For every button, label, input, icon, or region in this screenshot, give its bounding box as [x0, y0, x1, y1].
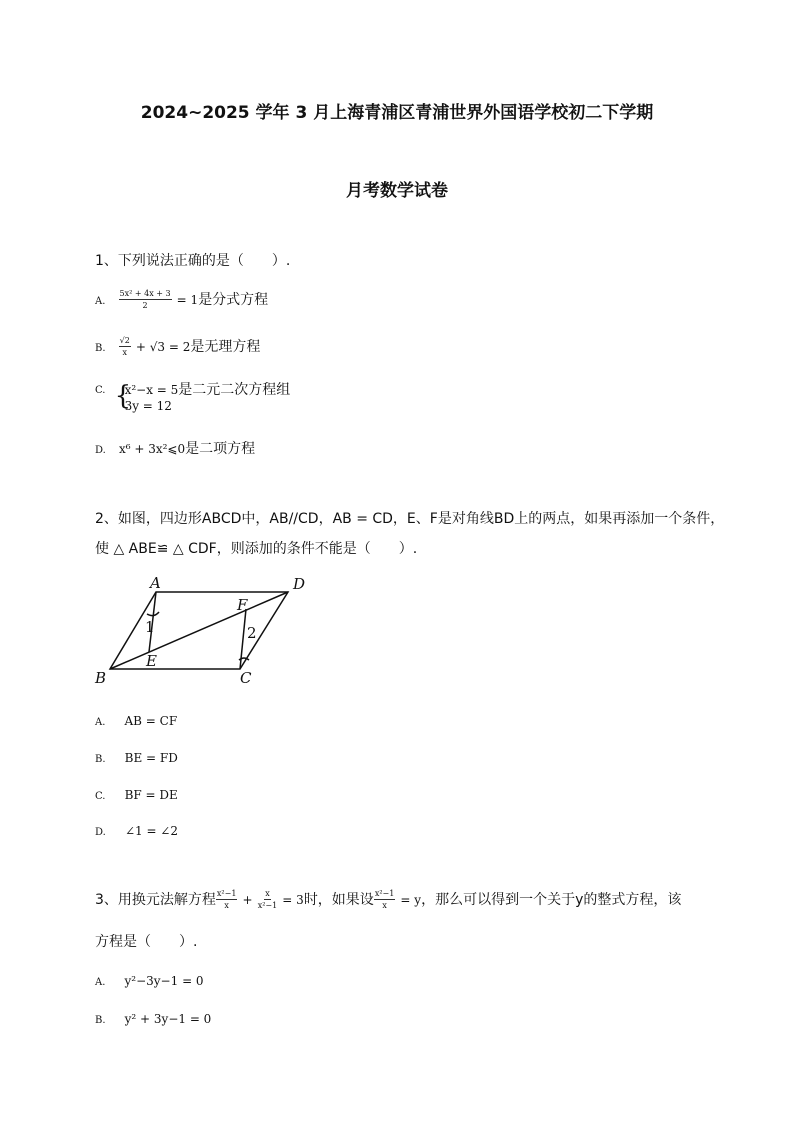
equation: x⁶ + 3x²⩽0 — [118, 442, 186, 456]
option-letter: B. — [95, 754, 106, 765]
numerator: 5x² + 4x + 3 — [119, 289, 171, 298]
label-angle-1: 1 — [145, 618, 155, 636]
q2-option-a — [95, 710, 177, 729]
fraction — [119, 288, 172, 311]
label-b: B — [95, 669, 107, 687]
system-line-1: x²−x = 5是二元二次方程组 — [124, 382, 291, 398]
label-d: D — [293, 575, 306, 593]
denominator: x — [224, 901, 229, 910]
option-desc: 是无理方程 — [190, 339, 261, 355]
equation-rest: + √3 = 2 — [135, 340, 191, 354]
numerator: x²−1 — [216, 889, 237, 898]
option-letter: A. — [95, 296, 106, 307]
option-text: y²−3y−1 = 0 — [124, 974, 204, 988]
option-letter: B. — [95, 343, 106, 354]
fraction-2 — [258, 888, 278, 911]
option-letter: C. — [95, 385, 106, 396]
option-letter: D. — [95, 445, 106, 456]
system-line-2: 3y = 12 — [124, 399, 172, 413]
plus-sign: + — [242, 893, 253, 907]
denominator: x — [382, 901, 387, 910]
q2-stem-line-1: 2、如图，四边形ABCD中，AB//CD，AB = CD，E、F是对角线BD上的两点，如果再添加一个条件， — [95, 511, 725, 527]
fraction-3 — [374, 888, 396, 911]
label-f: F — [237, 596, 248, 614]
option-text: BE = FD — [124, 751, 178, 765]
q3-stem-line-1 — [95, 888, 681, 911]
equals-3: = 3 — [282, 893, 304, 907]
option-text: y² + 3y−1 = 0 — [124, 1012, 212, 1026]
angle-2-arc — [239, 658, 249, 660]
label-angle-2: 2 — [247, 624, 257, 642]
equals-y: = y — [400, 893, 422, 907]
denominator: x²−1 — [257, 901, 278, 910]
q2-stem-line-2: 使 △ ABE≌ △ CDF，则添加的条件不能是（ ）. — [95, 541, 418, 557]
q3-option-a — [95, 970, 204, 989]
label-e: E — [146, 652, 157, 670]
q1-stem: 1、下列说法正确的是（ ）. — [95, 253, 291, 269]
fraction-1 — [216, 888, 238, 911]
denominator: 2 — [142, 301, 148, 310]
q3-option-b — [95, 1008, 211, 1027]
diagonal-bd — [110, 592, 288, 669]
option-letter: B. — [95, 1015, 106, 1026]
denominator: x — [122, 348, 127, 357]
option-desc: 是分式方程 — [198, 292, 269, 308]
left-brace: { — [114, 381, 132, 411]
q2-option-c — [95, 784, 178, 803]
option-letter: D. — [95, 827, 106, 838]
q1-option-c — [95, 383, 290, 414]
q1-option-b — [95, 335, 260, 358]
fraction — [119, 335, 131, 358]
option-letter: A. — [95, 717, 106, 728]
q2-option-d — [95, 820, 178, 839]
parallelogram-figure — [90, 572, 320, 692]
q1-option-d — [95, 438, 255, 458]
q3-stem-line-2: 方程是（ ）. — [95, 934, 198, 950]
equation-rhs: = 1 — [176, 293, 199, 307]
label-a: A — [150, 574, 161, 592]
stem-text: 3、用换元法解方程 — [95, 892, 216, 908]
q2-option-b — [95, 747, 178, 766]
option-desc: 是二项方程 — [185, 441, 256, 457]
label-c: C — [240, 669, 252, 687]
numerator: √2 — [119, 336, 130, 345]
option-text: BF = DE — [124, 788, 178, 802]
stem-text: 时，如果设 — [303, 892, 374, 908]
equation-system — [115, 383, 291, 414]
option-text: ∠1 = ∠2 — [124, 824, 178, 838]
page-title: 2024~2025 学年 3 月上海青浦区青浦世界外国语学校初二下学期 — [140, 103, 654, 123]
q1-option-a — [95, 288, 268, 311]
option-text: AB = CF — [124, 714, 178, 728]
stem-text: ，那么可以得到一个关于y的整式方程，该 — [421, 892, 682, 908]
option-letter: A. — [95, 977, 106, 988]
numerator: x — [265, 889, 270, 898]
option-letter: C. — [95, 791, 106, 802]
page-subtitle: 月考数学试卷 — [346, 181, 448, 201]
numerator: x²−1 — [374, 889, 395, 898]
